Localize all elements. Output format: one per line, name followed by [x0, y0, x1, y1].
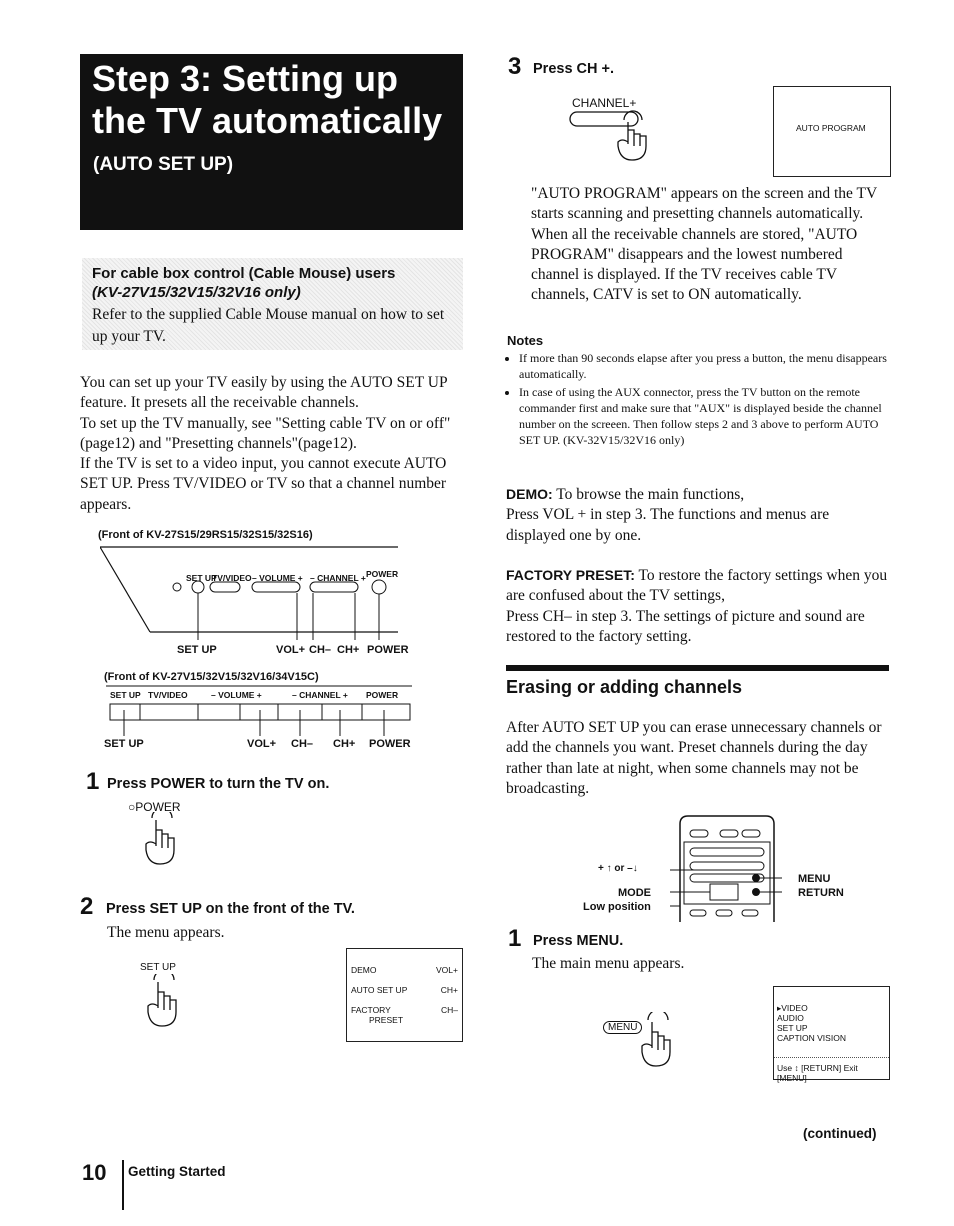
intro-text: You can set up your TV easily by using the AUTO SET UP feature. It presets all the receivable channels. To set up the TV manually, see "Setting cable TV on or off" (page12) and "Presetting channels"(page12). If the TV is set to a video input, you cannot execute AUTO SET UP. Press TV/VIDEO or TV so that a channel number appears.	[80, 374, 451, 513]
cable-note-heading: For cable box control (Cable Mouse) users (KV-27V15/32V15/32V16 only)	[92, 265, 396, 301]
step2-number: 2	[80, 893, 94, 920]
main-menu-screen	[773, 986, 890, 1083]
menu-factory: FACTORY	[351, 1005, 391, 1015]
step3-label: Press CH +.	[533, 61, 615, 77]
main-menu-items	[777, 1003, 846, 1043]
finger-press-icon	[140, 974, 190, 1030]
step1-label: Press POWER to turn the TV on.	[107, 776, 330, 792]
front1-bottom-chminus: CH–	[309, 644, 332, 656]
front2-bottom-power: POWER	[369, 738, 411, 750]
front2-label-volume: – VOLUME +	[211, 690, 262, 700]
menu-footer: Use ↕ [RETURN] Exit [MENU]	[777, 1063, 858, 1083]
remote-label-low: Low position	[583, 901, 651, 913]
step3-button-label: CHANNEL+	[572, 96, 637, 110]
footer-divider	[122, 1160, 124, 1210]
step2-body: The menu appears.	[107, 924, 225, 941]
front1-bottom-chplus: CH+	[337, 644, 360, 656]
step2-button-label: SET UP	[140, 962, 176, 973]
front2-bottom-setup: SET UP	[104, 738, 144, 750]
factory-text: FACTORY PRESET: To restore the factory settings when you are confused about the TV settings, Press CH– in step 3. The settings of picture and sound are restored to the factory setting.	[506, 567, 888, 645]
front1-panel-diagram	[100, 545, 410, 665]
front2-label-tvvideo: TV/VIDEO	[148, 690, 188, 700]
page-title: Step 3: Setting up the TV automatically	[92, 58, 443, 141]
demo-text: DEMO: To browse the main functions, Press VOL + in step 3. The functions and menus are displayed one by one.	[506, 486, 830, 544]
menu-item-audio: AUDIO	[777, 1013, 804, 1023]
front2-bottom-chminus: CH–	[291, 738, 314, 750]
auto-program-screen	[773, 86, 891, 177]
menu-button-label: MENU	[603, 1021, 642, 1034]
page-number: 10	[82, 1160, 107, 1185]
menu-chplus: CH+	[440, 985, 458, 995]
remote-label-return: RETURN	[798, 887, 844, 899]
title-block	[80, 54, 463, 230]
menu-item-video: ▸VIDEO	[777, 1003, 808, 1013]
remote-label-updown: + ↑ or –↓	[598, 863, 638, 874]
front1-bottom-setup: SET UP	[177, 644, 217, 656]
menu-item-caption: CAPTION VISION	[777, 1033, 846, 1043]
finger-press-icon	[636, 1012, 686, 1072]
step1-button-label: ○POWER	[128, 800, 181, 814]
front2-label-setup: SET UP	[110, 690, 141, 700]
page-subtitle: (AUTO SET UP)	[93, 154, 234, 175]
section-rule	[506, 665, 889, 671]
menu-preset: PRESET	[369, 1015, 404, 1025]
front1-label-volume: – VOLUME +	[252, 573, 303, 583]
step2-label: Press SET UP on the front of the TV.	[106, 901, 355, 917]
menu-demo: DEMO	[351, 965, 377, 975]
menu-footer-divider	[774, 1057, 889, 1058]
front1-caption: (Front of KV-27S15/29RS15/32S15/32S16)	[98, 529, 313, 541]
front2-panel-diagram	[100, 684, 420, 744]
menu-autosetup: AUTO SET UP	[351, 985, 408, 995]
front1-label-power: POWER	[366, 569, 399, 579]
auto-program-text: AUTO PROGRAM	[796, 123, 866, 133]
continued-label: (continued)	[803, 1126, 877, 1141]
front2-caption: (Front of KV-27V15/32V15/32V16/34V15C)	[104, 671, 319, 683]
front1-label-tvvideo: TV/VIDEO	[212, 573, 252, 583]
step1-number: 1	[86, 768, 100, 795]
note-item: • If more than 90 seconds elapse after you press a button, the menu disappears automatically.	[519, 350, 899, 382]
erase-step1-body: The main menu appears.	[532, 955, 685, 972]
menu-item-setup: SET UP	[777, 1023, 808, 1033]
front2-bottom-chplus: CH+	[333, 738, 356, 750]
erase-step1-number: 1	[508, 925, 522, 952]
step3-number: 3	[508, 53, 522, 80]
front1-bottom-power: POWER	[367, 644, 409, 656]
front1-label-channel: – CHANNEL +	[310, 573, 366, 583]
erase-body: After AUTO SET UP you can erase unnecessary channels or add the channels you want. Preset channels during the day rather than late at night, when some channels may not be broadcasting.	[506, 719, 882, 797]
front2-bottom-vol: VOL+	[247, 738, 277, 750]
front2-label-power: POWER	[366, 690, 399, 700]
erase-heading: Erasing or adding channels	[506, 677, 743, 697]
menu-chminus: CH–	[440, 1005, 458, 1015]
cable-mouse-note	[82, 258, 463, 350]
footer-section: Getting Started	[128, 1164, 226, 1179]
remote-diagram	[670, 812, 782, 924]
notes-heading: Notes	[507, 333, 544, 348]
front1-bottom-vol: VOL+	[276, 644, 306, 656]
menu-vol: VOL+	[436, 965, 458, 975]
front1-label-setup: SET UP	[186, 573, 217, 583]
note-item: • In case of using the AUX connector, press the TV button on the remote commander first and make sure that "AUX" is displayed beside the channel number on the screeen. Then follow steps 2 and 3 above to perform AUTO SET UP. (KV-32V15/32V16 only)	[519, 384, 899, 448]
erase-step1-label: Press MENU.	[533, 933, 624, 949]
step3-body: "AUTO PROGRAM" appears on the screen and the TV starts scanning and presetting channels automatically. When all the receivable channels are stored, "AUTO PROGRAM" disappears and the lowest numbered channel is displayed. If the TV receives cable TV channels, CATV is set to ON automatically.	[531, 185, 877, 304]
cable-note-body: Refer to the supplied Cable Mouse manual on how to set up your TV.	[92, 306, 445, 345]
remote-label-mode: MODE	[618, 887, 651, 899]
front2-label-channel: – CHANNEL +	[292, 690, 348, 700]
finger-press-icon	[138, 812, 188, 868]
setup-menu-screen	[346, 948, 463, 1042]
remote-label-menu: MENU	[798, 873, 831, 885]
notes-list	[505, 350, 899, 450]
finger-press-icon	[566, 108, 662, 168]
